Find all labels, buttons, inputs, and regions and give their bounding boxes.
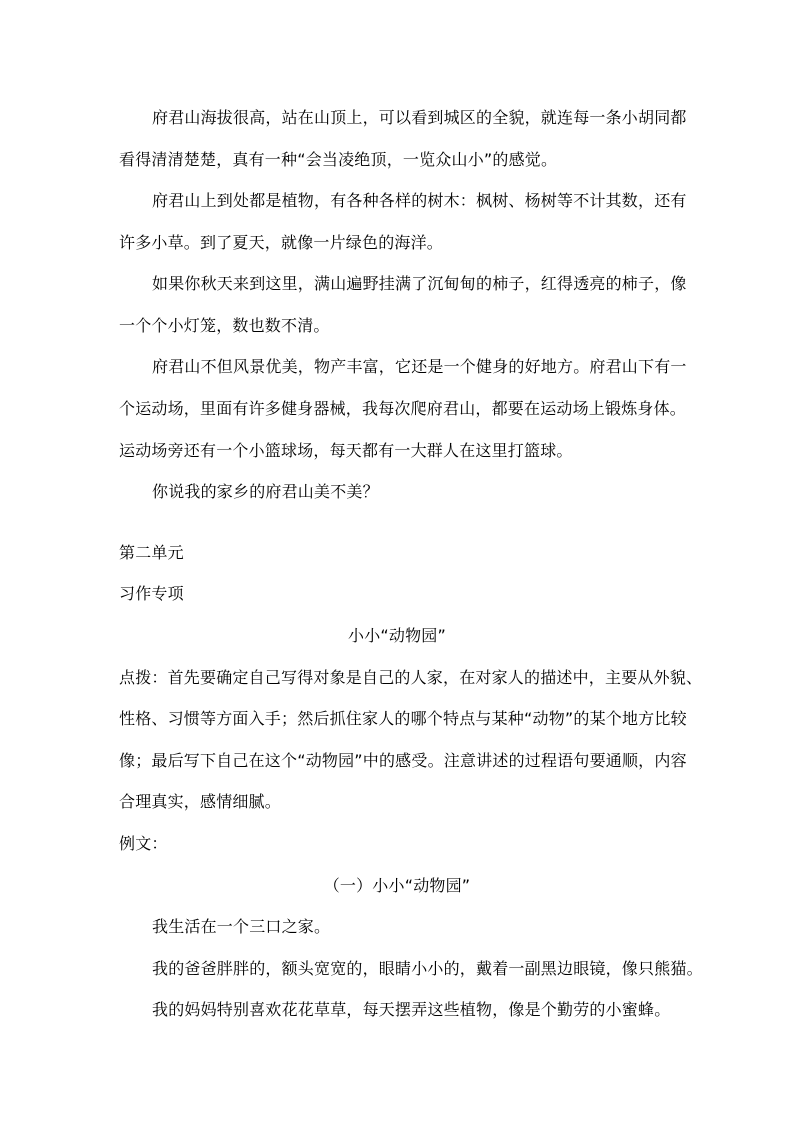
paragraph-line: 许多小草。到了夏天，就像一片绿色的海洋。: [119, 233, 444, 252]
example-paragraph: 我的爸爸胖胖的，额头宽宽的，眼睛小小的，戴着一副黑边眼镜，像只熊猫。: [152, 959, 703, 978]
section-title: 习作专项: [119, 584, 184, 603]
guidance-line: 性格、习惯等方面入手；然后抓住家人的哪个特点与某种“动物”的某个地方比较: [119, 709, 687, 728]
guidance-line: 合理真实，感情细腻。: [119, 792, 282, 811]
paragraph-line: 一个个小灯笼，数也数不清。: [119, 316, 330, 335]
paragraph-line: 府君山海拔很高，站在山顶上，可以看到城区的全貌，就连每一条小胡同都: [152, 108, 687, 127]
paragraph-line: 府君山不但风景优美，物产丰富，它还是一个健身的好地方。府君山下有一: [152, 357, 687, 376]
paragraph-line: 看得清清楚楚，真有一种“会当凌绝顶，一览众山小”的感觉。: [119, 150, 558, 169]
guidance-line: 像；最后写下自己在这个“动物园”中的感受。注意讲述的过程语句要通顺，内容: [119, 751, 687, 770]
paragraph-line: 府君山上到处都是植物，有各种各样的树木：枫树、杨树等不计其数，还有: [152, 191, 687, 210]
guidance-line: 点拨：首先要确定自己写得对象是自己的人家，在对家人的描述中，主要从外貌、: [119, 668, 703, 687]
example-paragraph: 我生活在一个三口之家。: [152, 917, 331, 936]
paragraph-line: 个运动场，里面有许多健身器械，我每次爬府君山，都要在运动场上锻炼身体。: [119, 399, 687, 418]
example-paragraph: 我的妈妈特别喜欢花花草草，每天摆弄这些植物，像是个勤劳的小蜜蜂。: [152, 1000, 671, 1019]
paragraph-line: 你说我的家乡的府君山美不美？: [152, 482, 379, 501]
paragraph-line: 如果你秋天来到这里，满山遍野挂满了沉甸甸的柿子，红得透亮的柿子，像: [152, 274, 687, 293]
paragraph-line: 运动场旁还有一个小篮球场，每天都有一大群人在这里打篮球。: [119, 441, 573, 460]
example-title: （一）小小“动物园”: [323, 876, 471, 895]
unit-title: 第二单元: [119, 543, 184, 562]
example-label: 例文：: [119, 834, 168, 853]
topic-title: 小小“动物园”: [348, 626, 446, 645]
